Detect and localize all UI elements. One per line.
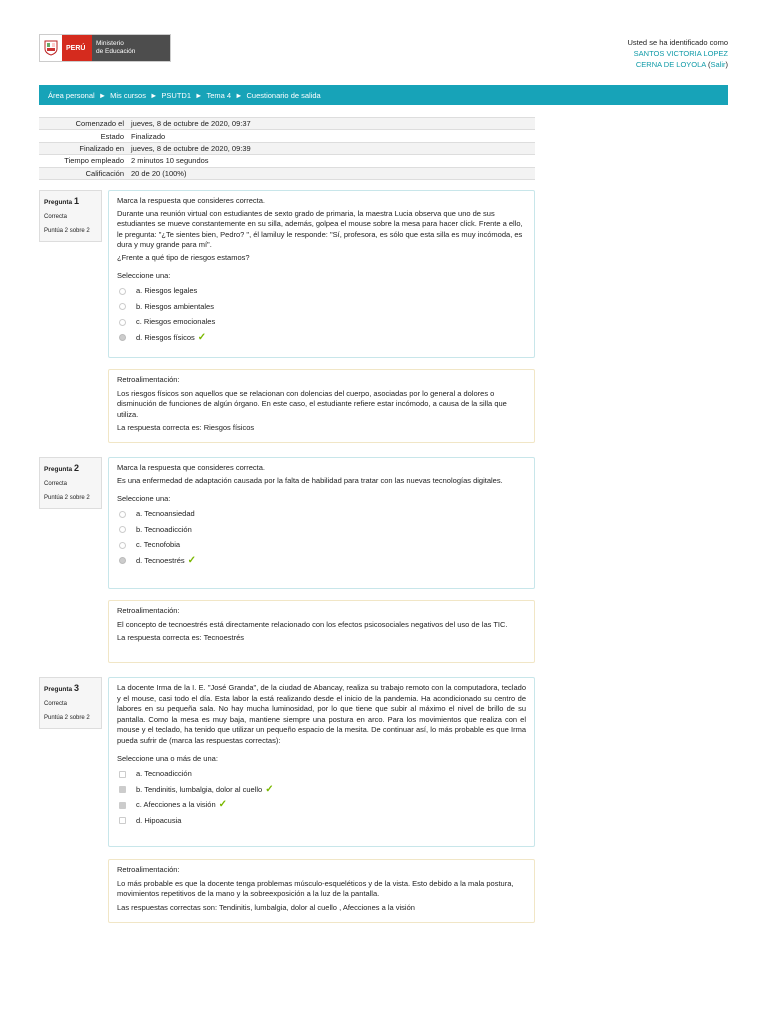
answer-option[interactable]: b. Riesgos ambientales — [117, 299, 526, 315]
question-score: Puntúa 2 sobre 2 — [44, 715, 90, 721]
radio-button[interactable] — [119, 303, 126, 310]
question-number: 3 — [73, 683, 79, 693]
question-score: Puntúa 2 sobre 2 — [44, 228, 90, 234]
feedback-title: Retroalimentación: — [117, 865, 180, 874]
summary-row: Comenzado el jueves, 8 de octubre de 2020, 09:37 — [39, 118, 535, 130]
answer-option[interactable]: b. Tendinitis, lumbalgia, dolor al cuello ✓ — [117, 782, 526, 798]
question-prompt: ¿Frente a qué tipo de riesgos estamos? — [117, 252, 250, 262]
question-score: Puntúa 2 sobre 2 — [44, 495, 90, 501]
breadcrumb-topic[interactable]: Tema 4 — [206, 90, 232, 100]
select-label: Seleccione una o más de una: — [117, 754, 218, 763]
login-text: Usted se ha identificado como — [627, 38, 728, 47]
radio-button[interactable] — [119, 319, 126, 326]
checkbox[interactable] — [119, 817, 126, 824]
summary-row: Estado Finalizado — [39, 130, 535, 142]
select-label: Seleccione una: — [117, 494, 171, 503]
breadcrumb-quiz[interactable]: Cuestionario de salida — [246, 90, 321, 100]
question-box-3 — [108, 677, 535, 847]
breadcrumb-home[interactable]: Área personal — [48, 90, 95, 100]
radio-button-selected[interactable] — [119, 557, 126, 564]
summary-row: Finalizado en jueves, 8 de octubre de 2020, 09:39 — [39, 143, 535, 155]
summary-row: Tiempo empleado 2 minutos 10 segundos — [39, 155, 535, 167]
logo-country: PERÚ — [62, 35, 92, 61]
summary-row: Calificación 20 de 20 (100%) — [39, 168, 535, 180]
attempt-summary-table — [39, 117, 535, 180]
question-instruction: Marca la respuesta que consideres correcta. — [117, 463, 265, 472]
question-number: 1 — [73, 196, 79, 206]
answer-option[interactable]: c. Afecciones a la visión ✓ — [117, 798, 526, 814]
breadcrumb-separator: ► — [149, 90, 158, 100]
answer-option[interactable]: a. Tecnoadicción — [117, 767, 526, 783]
radio-button[interactable] — [119, 542, 126, 549]
feedback-box-1 — [108, 369, 535, 443]
select-label: Seleccione una: — [117, 271, 171, 280]
feedback-box-3 — [108, 859, 535, 923]
correct-answer: La respuesta correcta es: Riesgos físicos — [117, 423, 255, 432]
breadcrumb-separator: ► — [195, 90, 203, 100]
question-text: La docente Irma de la I. E. "José Granda", de la ciudad de Abancay, realiza su trabajo remoto con la computadora, teclado y el mouse, casi todo el día. Esta labor la está realizando desde el inicio de la pandemia. Ha acondicionado su centro de labores en su pequeña sala. No hay mucha luminosidad, por lo que tiene que subir al máximo el nivel de brillo de su pantalla. Como la mesa es muy baja, mantiene siempre una postura en arco. Para los movimientos que realiza con el mouse y el teclado, ha tenido que utilizar un pequeño espacio de la mesita. De continuar así, lo más probable es que Irma pueda sufrir de (marca las respuestas correctas): — [117, 683, 526, 745]
question-number: 2 — [73, 463, 79, 473]
feedback-text: El concepto de tecnoestrés está directamente relacionado con los efectos psicosociales negativos del uso de las TIC. — [117, 619, 508, 629]
checkbox[interactable] — [119, 771, 126, 778]
answer-option[interactable]: b. Tecnoadicción — [117, 522, 526, 538]
answer-option[interactable]: d. Hipoacusia — [117, 813, 526, 829]
question-state: Correcta — [44, 214, 68, 220]
answer-option[interactable]: c. Tecnofobia — [117, 538, 526, 554]
correct-check-icon: ✓ — [218, 799, 228, 810]
login-info: Usted se ha identificado como SANTOS VICTORIA LOPEZ CERNA DE LOYOLA (Salir) — [627, 38, 728, 69]
correct-check-icon: ✓ — [187, 554, 197, 566]
breadcrumb-course[interactable]: PSUTD1 — [161, 90, 192, 100]
answer-option[interactable]: d. Tecnoestrés ✓ — [117, 553, 526, 569]
breadcrumb-my-courses[interactable]: Mis cursos — [110, 90, 146, 100]
feedback-title: Retroalimentación: — [117, 606, 180, 615]
answer-option[interactable]: c. Riesgos emocionales — [117, 315, 526, 331]
correct-answer: La respuesta correcta es: Tecnoestrés — [117, 633, 245, 642]
answer-option[interactable]: a. Riesgos legales — [117, 284, 526, 300]
user-name-link-2[interactable]: CERNA DE LOYOLA — [635, 60, 706, 69]
minedu-logo[interactable] — [39, 34, 171, 62]
feedback-title: Retroalimentación: — [117, 375, 180, 384]
user-name-link-1[interactable]: SANTOS VICTORIA LOPEZ — [633, 49, 728, 58]
logout-link[interactable]: Salir — [710, 60, 726, 69]
breadcrumb-separator: ► — [235, 90, 243, 100]
question-box-1 — [108, 190, 535, 358]
correct-check-icon: ✓ — [197, 331, 207, 343]
logo-ministry: Ministerio de Educación — [92, 35, 170, 61]
question-text: Durante una reunión virtual con estudiantes de sexto grado de primaria, la maestra Lucia observa que uno de sus estudiantes se mueve constantemente en su silla, además, golpea el mouse sobre la mesa para hacer click. Frente a ello, le pregunta: "¿Te sientes bien, Pedro? ", él lamiluy le responde: "Sí, profesora, es sólo que esta silla es muy incómoda, es dura y muy grande para mí". — [117, 208, 523, 249]
question-state: Correcta — [44, 701, 68, 707]
feedback-text: Lo más probable es que la docente tenga problemas músculo-esqueléticos y de la vista. Esto debido a la mala postura, movimientos repetitivos de la mano y la sobreexposición a la luz de la pantalla. — [117, 878, 514, 898]
coat-of-arms-icon — [40, 35, 62, 61]
question-state: Correcta — [44, 481, 68, 487]
feedback-text: Los riesgos físicos son aquellos que se relacionan con dolencias del cuerpo, asociadas por lo general a dolores o disminución de funciones de algún órgano. En este caso, el estudiante refiere estar incómodo, a causa de la silla que utiliza. — [117, 388, 507, 419]
question-info-2: Pregunta 2 Correcta Puntúa 2 sobre 2 — [39, 457, 102, 509]
correct-answer: Las respuestas correctas son: Tendinitis, lumbalgia, dolor al cuello , Afecciones a la visión — [117, 902, 415, 912]
question-text: Es una enfermedad de adaptación causada por la falta de habilidad para tratar con las nuevas tecnologías digitales. — [117, 475, 503, 485]
radio-button[interactable] — [119, 526, 126, 533]
answer-option[interactable]: a. Tecnoansiedad — [117, 507, 526, 523]
question-info-1: Pregunta 1 Correcta Puntúa 2 sobre 2 — [39, 190, 102, 242]
checkbox-checked[interactable] — [119, 802, 126, 809]
radio-button-selected[interactable] — [119, 334, 126, 341]
breadcrumb — [39, 85, 728, 105]
question-instruction: Marca la respuesta que consideres correcta. — [117, 196, 265, 205]
question-box-2 — [108, 457, 535, 589]
radio-button[interactable] — [119, 511, 126, 518]
feedback-box-2 — [108, 600, 535, 663]
radio-button[interactable] — [119, 288, 126, 295]
correct-check-icon: ✓ — [265, 783, 274, 795]
breadcrumb-separator: ► — [98, 90, 107, 100]
checkbox-checked[interactable] — [119, 786, 126, 793]
answer-option[interactable]: d. Riesgos físicos ✓ — [117, 330, 526, 346]
question-info-3: Pregunta 3 Correcta Puntúa 2 sobre 2 — [39, 677, 102, 729]
